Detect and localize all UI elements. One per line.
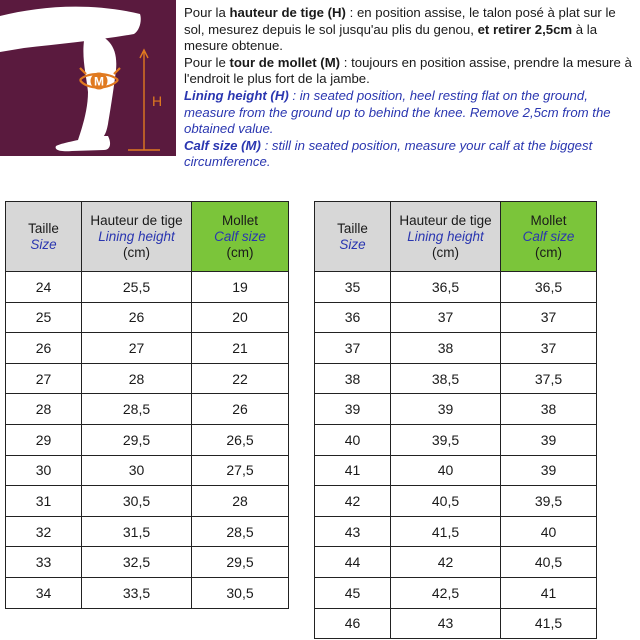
fr-calf-text: : toujours en position assise, prendre la mesure à l'endroit le plus fort de la jambe.: [184, 54, 632, 87]
en-calf-instruction: [184, 138, 636, 171]
cell-size: 46: [315, 608, 391, 639]
cell-lining-height: 29,5: [82, 424, 192, 455]
cell-size: 42: [315, 486, 391, 517]
cell-lining-height: 41,5: [391, 516, 501, 547]
cell-size: 40: [315, 424, 391, 455]
cell-lining-height: 36,5: [391, 272, 501, 303]
cell-calf-size: 39,5: [501, 486, 597, 517]
header-calf-size: [192, 202, 289, 272]
header-lining-height-en: Lining height: [407, 228, 484, 244]
table-row: [315, 424, 597, 455]
cell-lining-height: 30: [82, 455, 192, 486]
table-header-row: [315, 202, 597, 272]
header-calf-size-unit: (cm): [535, 244, 562, 260]
en-calf-text: : still in seated position, measure your calf at the biggest circumference.: [184, 137, 593, 170]
cell-size: 37: [315, 333, 391, 364]
cell-calf-size: 28: [192, 486, 289, 517]
cell-size: 24: [6, 272, 82, 303]
header-lining-height-fr: Hauteur de tige: [90, 212, 183, 228]
cell-size: 45: [315, 577, 391, 608]
cell-size: 36: [315, 302, 391, 333]
table-row: [315, 272, 597, 303]
cell-calf-size: 37,5: [501, 363, 597, 394]
cell-calf-size: 36,5: [501, 272, 597, 303]
thigh-shape: [0, 7, 141, 52]
header-size: [315, 202, 391, 272]
header-lining-height: [82, 202, 192, 272]
cell-lining-height: 40,5: [391, 486, 501, 517]
table-row: [315, 302, 597, 333]
header-lining-height-en: Lining height: [98, 228, 175, 244]
cell-calf-size: 39: [501, 455, 597, 486]
fr-height-prefix: Pour la: [184, 5, 230, 20]
table-row: [6, 516, 289, 547]
header-size-fr: Taille: [28, 220, 59, 236]
cell-size: 29: [6, 424, 82, 455]
header-lining-height: [391, 202, 501, 272]
table-row: [315, 455, 597, 486]
fr-height-bold: et retirer 2,5cm: [477, 21, 573, 37]
table-row: [6, 363, 289, 394]
en-height-term: Lining height (H): [184, 87, 289, 103]
cell-lining-height: 38,5: [391, 363, 501, 394]
cell-calf-size: 40,5: [501, 547, 597, 578]
cell-calf-size: 26: [192, 394, 289, 425]
cell-size: 27: [6, 363, 82, 394]
header-lining-height-unit: (cm): [432, 244, 459, 260]
fr-height-instruction: [184, 5, 636, 55]
cell-lining-height: 26: [82, 302, 192, 333]
cell-lining-height: 30,5: [82, 486, 192, 517]
cell-size: 38: [315, 363, 391, 394]
cell-lining-height: 27: [82, 333, 192, 364]
table-row: [315, 363, 597, 394]
cell-size: 33: [6, 547, 82, 578]
cell-lining-height: 25,5: [82, 272, 192, 303]
cell-size: 25: [6, 302, 82, 333]
cell-lining-height: 42: [391, 547, 501, 578]
cell-lining-height: 40: [391, 455, 501, 486]
table-row: [6, 577, 289, 608]
cell-size: 32: [6, 516, 82, 547]
cell-calf-size: 37: [501, 333, 597, 364]
cell-lining-height: 37: [391, 302, 501, 333]
table-row: [6, 333, 289, 364]
cell-calf-size: 26,5: [192, 424, 289, 455]
table-row: [315, 608, 597, 639]
cell-size: 31: [6, 486, 82, 517]
cell-lining-height: 42,5: [391, 577, 501, 608]
cell-size: 41: [315, 455, 391, 486]
en-height-instruction: [184, 88, 636, 138]
fr-height-term: hauteur de tige (H): [229, 5, 346, 20]
cell-size: 34: [6, 577, 82, 608]
table-row: [6, 455, 289, 486]
header-lining-height-unit: (cm): [123, 244, 150, 260]
cell-lining-height: 39,5: [391, 424, 501, 455]
header-calf-size-fr: Mollet: [530, 212, 567, 228]
header-calf-size-fr: Mollet: [221, 212, 258, 228]
table-row: [315, 577, 597, 608]
cell-size: 26: [6, 333, 82, 364]
measurement-instructions: [184, 5, 636, 171]
table-row: [6, 547, 289, 578]
header-size-en: Size: [339, 236, 366, 252]
header-calf-size-en: Calf size: [214, 228, 266, 244]
cell-size: 35: [315, 272, 391, 303]
cell-calf-size: 21: [192, 333, 289, 364]
cell-lining-height: 38: [391, 333, 501, 364]
calf-marker-label: M: [94, 74, 104, 89]
cell-size: 30: [6, 455, 82, 486]
header-size: [6, 202, 82, 272]
fr-height-text: : en position assise, le talon posé à plat sur le sol, mesurez depuis le sol jusqu'au plis du genou,: [184, 5, 616, 37]
cell-calf-size: 37: [501, 302, 597, 333]
cell-size: 43: [315, 516, 391, 547]
cell-calf-size: 30,5: [192, 577, 289, 608]
cell-lining-height: 39: [391, 394, 501, 425]
cell-calf-size: 22: [192, 363, 289, 394]
table-header-row: [6, 202, 289, 272]
table-row: [6, 424, 289, 455]
fr-calf-term: tour de mollet (M): [229, 54, 341, 70]
cell-size: 39: [315, 394, 391, 425]
table-row: [315, 486, 597, 517]
cell-lining-height: 31,5: [82, 516, 192, 547]
cell-calf-size: 27,5: [192, 455, 289, 486]
table-row: [6, 272, 289, 303]
size-table-left: [5, 201, 289, 609]
cell-lining-height: 32,5: [82, 547, 192, 578]
leg-measurement-illustration: [0, 0, 176, 156]
cell-size: 44: [315, 547, 391, 578]
cell-calf-size: 41: [501, 577, 597, 608]
table-row: [315, 333, 597, 364]
cell-calf-size: 40: [501, 516, 597, 547]
cell-lining-height: 43: [391, 608, 501, 639]
en-calf-term: Calf size (M): [184, 137, 261, 153]
cell-calf-size: 19: [192, 272, 289, 303]
cell-calf-size: 39: [501, 424, 597, 455]
height-label: H: [152, 93, 163, 109]
size-table-left-body: [6, 272, 289, 609]
cell-calf-size: 28,5: [192, 516, 289, 547]
table-row: [6, 394, 289, 425]
en-height-text: : in seated position, heel resting flat on the ground, measure from the ground up to behind the knee. Remove 2,5cm from the obtained value.: [184, 87, 611, 137]
table-row: [315, 516, 597, 547]
size-table-right-body: [315, 272, 597, 639]
cell-calf-size: 38: [501, 394, 597, 425]
header-calf-size: [501, 202, 597, 272]
header-size-en: Size: [30, 236, 57, 252]
fr-calf-instruction: [184, 55, 636, 88]
header-calf-size-en: Calf size: [522, 228, 575, 244]
header-lining-height-fr: Hauteur de tige: [399, 212, 492, 228]
cell-lining-height: 33,5: [82, 577, 192, 608]
fr-calf-prefix: Pour le: [184, 54, 230, 70]
table-row: [6, 486, 289, 517]
cell-calf-size: 20: [192, 302, 289, 333]
table-row: [315, 547, 597, 578]
header-calf-size-unit: (cm): [226, 244, 254, 260]
header-size-fr: Taille: [337, 220, 368, 236]
table-row: [6, 302, 289, 333]
cell-lining-height: 28,5: [82, 394, 192, 425]
cell-size: 28: [6, 394, 82, 425]
cell-calf-size: 41,5: [501, 608, 597, 639]
cell-lining-height: 28: [82, 363, 192, 394]
cell-calf-size: 29,5: [192, 547, 289, 578]
table-row: [315, 394, 597, 425]
fr-height-suffix: à la mesure obtenue.: [184, 21, 598, 54]
size-table-right: [314, 201, 597, 639]
